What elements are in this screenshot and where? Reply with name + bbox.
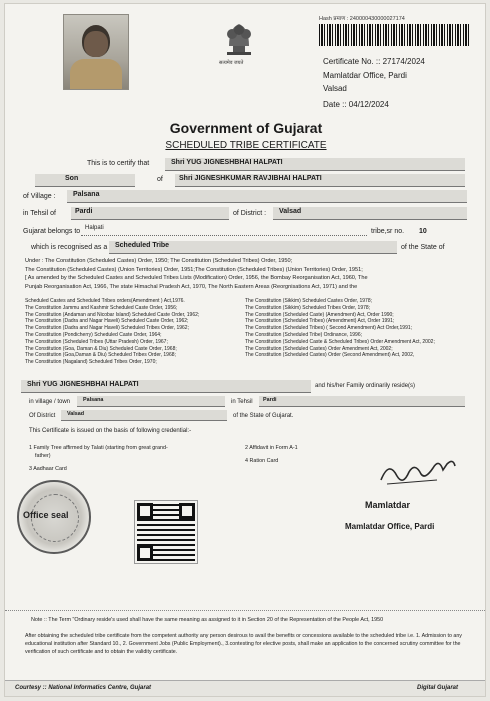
tehsil: Pardi: [75, 208, 93, 215]
order-item: The Constitution (Sikkim) Scheduled Castes Order, 1978;: [245, 298, 373, 304]
signature-mark: [377, 450, 457, 490]
residence-district: Valsad: [67, 411, 85, 417]
order-item: The Constitution (Nagaland) Scheduled Tribes Order, 1970;: [25, 359, 157, 366]
certificate-title: SCHEDULED TRIBE CERTIFICATE: [165, 140, 327, 151]
credential-item: 3 Aadhaar Card: [29, 466, 67, 472]
barcode-block: [319, 14, 479, 46]
order-item: The Constitution (Scheduled Tribes) ( Second Amendment) Act Order,1991;: [245, 325, 413, 332]
seal-text: Office seal: [23, 510, 69, 520]
national-emblem-icon: [215, 16, 263, 60]
order-item: The Constitution (Pondicherry) Scheduled Caste Order, 1964;: [25, 331, 162, 338]
credential-item: 1 Family Tree affirmed by Talati (starting from great grand-: [29, 445, 168, 451]
holder-name: Shri YUG JIGNESHBHAI HALPATI: [171, 159, 283, 166]
residence-tehsil-field: [259, 396, 465, 407]
recognised-label: which is recognised as a: [31, 244, 108, 251]
tehsil-field: [71, 207, 229, 220]
order-item: The Constitution (Scheduled Caste) (Amendment) Act, Order 1990;: [245, 311, 394, 318]
village-field: [67, 190, 467, 203]
order-item: The Constitution (Scheduled Castes) Order (Second Amendment) Act, 2002,: [245, 352, 415, 359]
government-title: Government of Gujarat: [169, 120, 323, 136]
residence-tehsil: Pardi: [263, 397, 277, 403]
residence-name: Shri YUG JIGNESHBHAI HALPATI: [27, 381, 139, 388]
order-item: The Constitution (Sikkim) Scheduled Tribes Order, 1978;: [245, 304, 371, 311]
village: Palsana: [73, 191, 100, 198]
residence-village-label: in village / town: [29, 399, 71, 405]
notes-paragraph: After obtaining the scheduled tribe certificate from the competent authority any person desirous to avail the benefits or concessions available to the scheduled tribe i.e. 1. Admission to any educational institution after Standard 10., 2. Government Jobs (Public Employment)., 3.contesting for elective posts, shall make an application to the concerned scrutiny committee for the verification of such certificate and to obtain the validity certificate.: [25, 633, 462, 655]
parent-name: Shri JIGNESHKUMAR RAVJIBHAI HALPATI: [179, 175, 322, 182]
order-item: The Constitution Jammu and Kashmir Scheduled Caste Order, 1956;: [25, 304, 178, 311]
belongs-label: Gujarat belongs to: [23, 228, 81, 235]
constitution-paragraph: [25, 257, 475, 291]
issuing-office: Mamlatdar Office, Pardi: [323, 71, 407, 80]
order-item: The Constitution (Goa,Daman & Diu) Scheduled Tribes Order, 1968;: [25, 352, 176, 359]
tehsil-label: in Tehsil of: [23, 210, 56, 217]
order-item: The Constitution (Scheduled Tribes) (Amendment) Act, Order 1991;: [245, 318, 395, 325]
footer-brand: Digital Gujarat: [417, 685, 459, 691]
hash-label: Hash प्रमाण : 240000430000027174: [319, 16, 405, 22]
certify-label: This is to certify that: [87, 160, 150, 167]
village-label: of Village :: [23, 193, 56, 200]
barcode: [319, 24, 469, 46]
order-item: The Constitution (Scheduled Castes) Order Amendment Act, 2002;: [245, 345, 393, 352]
residence-tehsil-label: in Tehsil: [231, 399, 253, 405]
footer-courtesy: Courtesy :: National Informatics Centre, Gujarat: [15, 685, 152, 691]
relation: Son: [65, 175, 79, 182]
recognised-as: Scheduled Tribe: [115, 242, 170, 249]
signatory-office: Mamlatdar Office, Pardi: [345, 522, 435, 531]
issue-date: Date :: 04/12/2024: [323, 100, 389, 109]
applicant-photo: [63, 14, 129, 90]
order-item: The Constitution (Scheduled Caste & Scheduled Tribes) Order Amendment Act, 2002;: [245, 338, 435, 345]
certificate-number: Certificate No. :: 27174/2024: [323, 57, 425, 66]
order-item: Scheduled Castes and Scheduled Tribes orders(Amendment ) Act,1976.: [25, 298, 185, 304]
of-label: of: [157, 176, 163, 183]
order-item: The Constitution (Dadra and Nagar Haveli) Scheduled Caste Order, 1962;: [25, 318, 189, 325]
residence-village: Palsana: [83, 397, 104, 403]
order-item: The Constitution (Andaman and Nicobar Island) Scheduled Caste Order, 1962;: [25, 311, 200, 318]
constitution-line-3: [ As amended by the Scheduled Castes and Scheduled Tribes Lists (Modification) Order, 1956, the Bombay Reorganisation Act, 1960, The: [25, 275, 368, 281]
state-of-label: of the State of: [401, 244, 445, 251]
order-item: The Constitution (Goa, Daman & Diu) Scheduled Caste Order, 1968;: [25, 345, 177, 352]
constitution-line-4: Punjab Reorganisation Act, 1966, The state Himachal Pradesh Act, 1970, The North Eastern Areas (Reorgnisations Act, 1971) and the: [25, 283, 358, 290]
residence-district-field: [61, 410, 227, 421]
note-text: Note :: The Term "Ordinary reside's used shall have the same meaning as assigned to it in Section 20 of the Representation of the People Act, 1950: [31, 617, 384, 623]
credential-item: 4 Ration Card: [245, 458, 279, 464]
order-item: The Constitution (Scheduled Tribes (Uttar Pradesh) Order, 1967;: [25, 338, 168, 345]
certificate-page: [4, 3, 486, 697]
qr-code: [135, 501, 197, 563]
relation-field: [35, 174, 135, 187]
district-field: [273, 207, 467, 220]
residence-district-label: Of District: [29, 413, 56, 419]
district: Valsad: [279, 208, 302, 215]
tribe-sr-label: tribe,sr no.: [371, 228, 405, 235]
emblem-motto: सत्यमेव जयते: [219, 60, 244, 66]
orders-right-column: [245, 298, 477, 359]
footer: [5, 680, 486, 697]
constitution-line-2: The Constitution (Scheduled Castes) (Union Territories) Order, 1951;The Constitution (Scheduled Tribes) (Union Territories) Order, 1951;: [25, 266, 363, 273]
tribe-name: Halpati: [85, 225, 104, 231]
credential-item: father): [35, 453, 51, 459]
order-item: The Constitution (Dadra and Nagar Haveli) Scheduled Tribes Order, 1962;: [25, 325, 189, 332]
orders-left-column: [25, 298, 237, 366]
credentials-intro: This Certificate is issued on the basis of following credential:-: [29, 428, 192, 434]
order-item: The Constitution (Scheduled Tribe) Ordinance, 1996;: [245, 331, 363, 338]
state-text: of the State of Gujarat.: [233, 413, 294, 419]
family-text: and his/her Family ordinarily reside(s): [315, 383, 416, 389]
issuing-place: Valsad: [323, 84, 347, 93]
district-label: of District :: [233, 210, 267, 217]
office-seal: [17, 480, 91, 554]
tribe-sr-number: 10: [419, 228, 427, 235]
credential-item: 2 Affidavit in Form A-1: [245, 445, 298, 451]
signatory-title: Mamlatdar: [365, 500, 411, 510]
constitution-line-1: Under : The Constitution (Scheduled Castes) Order, 1950; The Constitution (Scheduled Tribes) Order, 1950;: [25, 258, 293, 264]
